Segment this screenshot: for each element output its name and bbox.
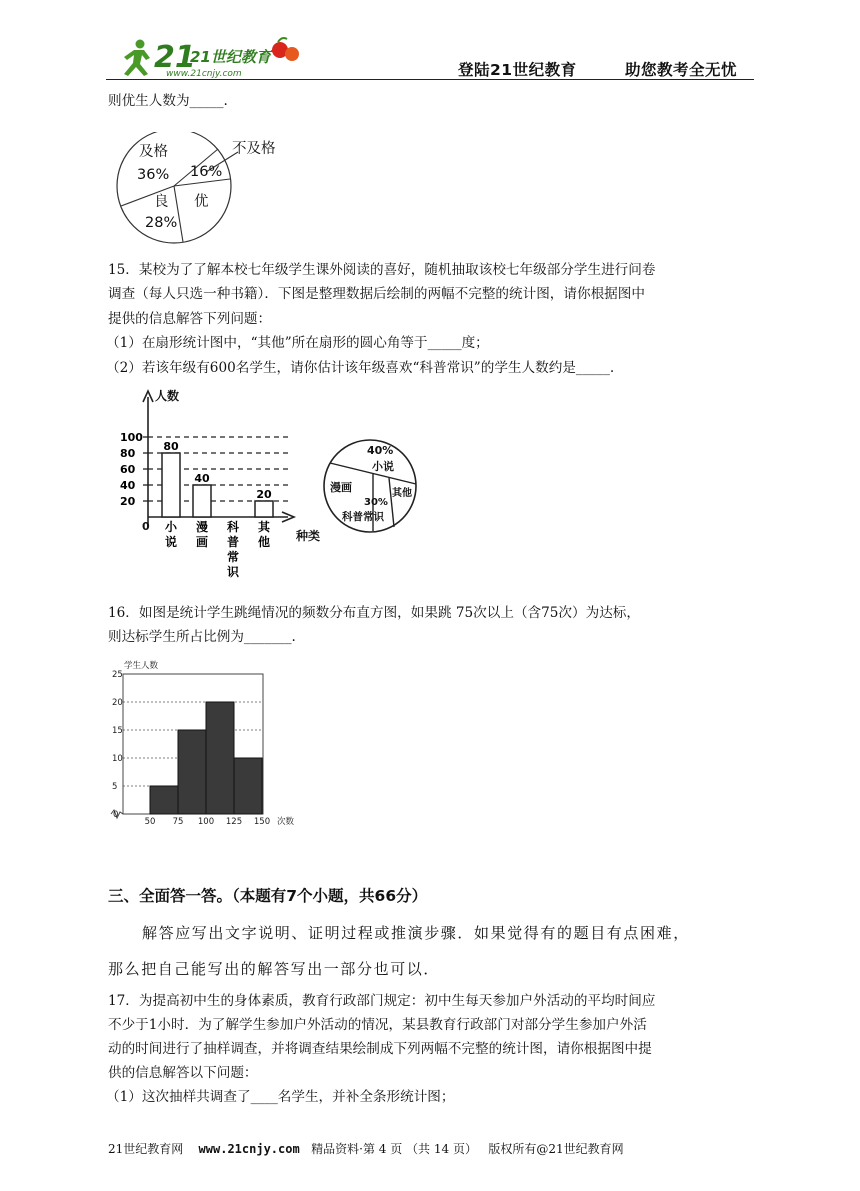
bar1-ytick-label: 40	[120, 479, 136, 492]
q17-line4: 供的信息解答以下问题：	[108, 1065, 258, 1081]
bar1-category-char: 常	[226, 550, 240, 564]
bar1-category-char: 识	[226, 565, 240, 579]
pie1-label: 不及格	[232, 141, 276, 157]
hist-ylabel: 学生人数	[124, 661, 159, 671]
pie2-label: 小说	[372, 460, 394, 473]
bar1-category-char: 画	[195, 535, 209, 549]
hist-xtick-label: 125	[225, 817, 243, 827]
bar1-value-label: 40	[194, 472, 210, 485]
hist-ytick-label: 10	[112, 754, 123, 764]
pie1-pct: 36%	[137, 167, 170, 183]
hist-bar	[150, 786, 178, 814]
bar1-origin: 0	[142, 520, 150, 533]
bar1-category-char: 他	[257, 535, 271, 549]
q17-line2: 不少于1小时．为了解学生参加户外活动的情况，某县教育行政部门对部分学生参加户外活	[108, 1017, 647, 1033]
pie1-label: 及格	[139, 144, 168, 160]
hist-ytick-label: 5	[112, 782, 118, 792]
q17-sub1: （1）这次抽样共调查了____名学生，并补全条形统计图；	[106, 1089, 455, 1105]
jump-rope-histogram	[110, 656, 300, 830]
bar1-category-char: 科	[226, 520, 240, 534]
pie2-pct: 40%	[367, 444, 394, 457]
bar1-category-label	[258, 519, 271, 549]
page-footer	[108, 1140, 624, 1157]
pie1-label: 优	[194, 194, 209, 210]
pie2-label: 其他	[392, 488, 412, 499]
bar1-category-char: 说	[164, 535, 178, 549]
logo-url: www.21cnjy.com	[166, 69, 242, 79]
hist-bar	[178, 730, 206, 814]
logo-text: 21世纪教育	[190, 48, 271, 66]
grade-pie-chart	[110, 132, 300, 248]
bar1-category-char: 小	[164, 520, 178, 534]
q15-line3: 提供的信息解答下列问题：	[108, 311, 272, 327]
site-logo[interactable]	[110, 34, 310, 80]
q17-line3: 动的时间进行了抽样调查，并将调查结果绘制成下列两幅不完整的统计图，请你根据图中提	[108, 1041, 652, 1057]
pie2-label: 科普常识	[342, 511, 384, 523]
hist-xtick-label: 75	[172, 817, 184, 827]
bar1-ytick-label: 60	[120, 463, 136, 476]
pie2-pct: 30%	[364, 497, 388, 508]
reading-bar-chart	[110, 385, 325, 597]
bar1-category-char: 其	[257, 520, 271, 534]
bar1-ytick-label: 80	[120, 447, 136, 460]
q15-line1: 15．某校为了了解本校七年级学生课外阅读的喜好，随机抽取该校七年级部分学生进行问卷	[108, 262, 656, 278]
pie1-label: 良	[154, 194, 169, 210]
bar1-category-label	[226, 519, 240, 579]
bar1-ytick-label: 100	[120, 431, 143, 444]
hist-origin: 0	[113, 810, 119, 820]
logo-21: 21	[154, 40, 196, 75]
section3-instr2: 那么把自己能写出的解答写出一部分也可以．	[108, 960, 441, 978]
footer-url[interactable]: www.21cnjy.com	[198, 1142, 300, 1156]
q14-tail: 则优生人数为_____.	[108, 93, 228, 109]
pie1-pct: 16%	[190, 164, 223, 180]
bar1-value-label: 20	[256, 488, 272, 501]
hist-ytick-label: 20	[112, 698, 123, 708]
section3-title: 三、全面答一答。（本题有7个小题，共66分）	[108, 887, 428, 905]
bar1-category-char: 漫	[195, 520, 209, 534]
q17-line1: 17．为提高初中生的身体素质，教育行政部门规定：初中生每天参加户外活动的平均时间应	[108, 993, 656, 1009]
q15-sub2: （2）若该年级有600名学生，请你估计该年级喜欢“科普常识”的学生人数约是_____.	[106, 360, 615, 376]
bar1-category-label	[165, 520, 178, 549]
q15-line2: 调查（每人只选一种书籍）．下图是整理数据后绘制的两幅不完整的统计图，请你根据图中	[108, 286, 645, 302]
hist-xlabel: 次数	[277, 817, 295, 827]
bar1-bar	[255, 501, 273, 517]
logo-graphic	[110, 34, 310, 80]
hist-ytick-label: 15	[112, 726, 123, 736]
q16-line2: 则达标学生所占比例为_______.	[108, 629, 296, 645]
bar1-category-label	[196, 519, 208, 549]
reading-pie-chart	[320, 436, 420, 536]
header-slogan-left: 登陆21世纪教育	[458, 61, 577, 79]
bar1-ytick-label: 20	[120, 495, 136, 508]
pie1-pct: 28%	[145, 215, 178, 231]
bar1-ylabel: 人数	[155, 389, 180, 403]
bar1-value-label: 80	[163, 440, 179, 453]
pie2-label: 漫画	[330, 481, 352, 494]
header-slogan-right: 助您教考全无忧	[625, 61, 738, 79]
q15-sub1: （1）在扇形统计图中，“其他”所在扇形的圆心角等于_____度；	[106, 335, 489, 351]
bar1-bar	[162, 453, 180, 517]
hist-xtick-label: 100	[197, 817, 215, 827]
hist-xtick-label: 150	[253, 817, 271, 827]
q16-line1: 16．如图是统计学生跳绳情况的频数分布直方图，如果跳 75次以上（含75次）为达标，	[108, 605, 640, 621]
bar1-category-char: 普	[226, 535, 240, 549]
header-rule	[106, 79, 754, 80]
hist-bar	[234, 758, 262, 814]
footer-page-info: 精品资料·第 4 页 （共 14 页）	[311, 1142, 477, 1156]
footer-copyright: 版权所有@21世纪教育网	[488, 1142, 624, 1156]
hist-ytick-label: 25	[112, 670, 123, 680]
footer-site: 21世纪教育网	[108, 1142, 184, 1156]
section3-instr1: 解答应写出文字说明、证明过程或推演步骤．如果觉得有的题目有点困难，	[142, 924, 690, 942]
bar1-xlabel: 种类	[296, 529, 321, 543]
hist-bar	[206, 702, 234, 814]
bar1-bar	[193, 485, 211, 517]
hist-xtick-label: 50	[144, 817, 156, 827]
